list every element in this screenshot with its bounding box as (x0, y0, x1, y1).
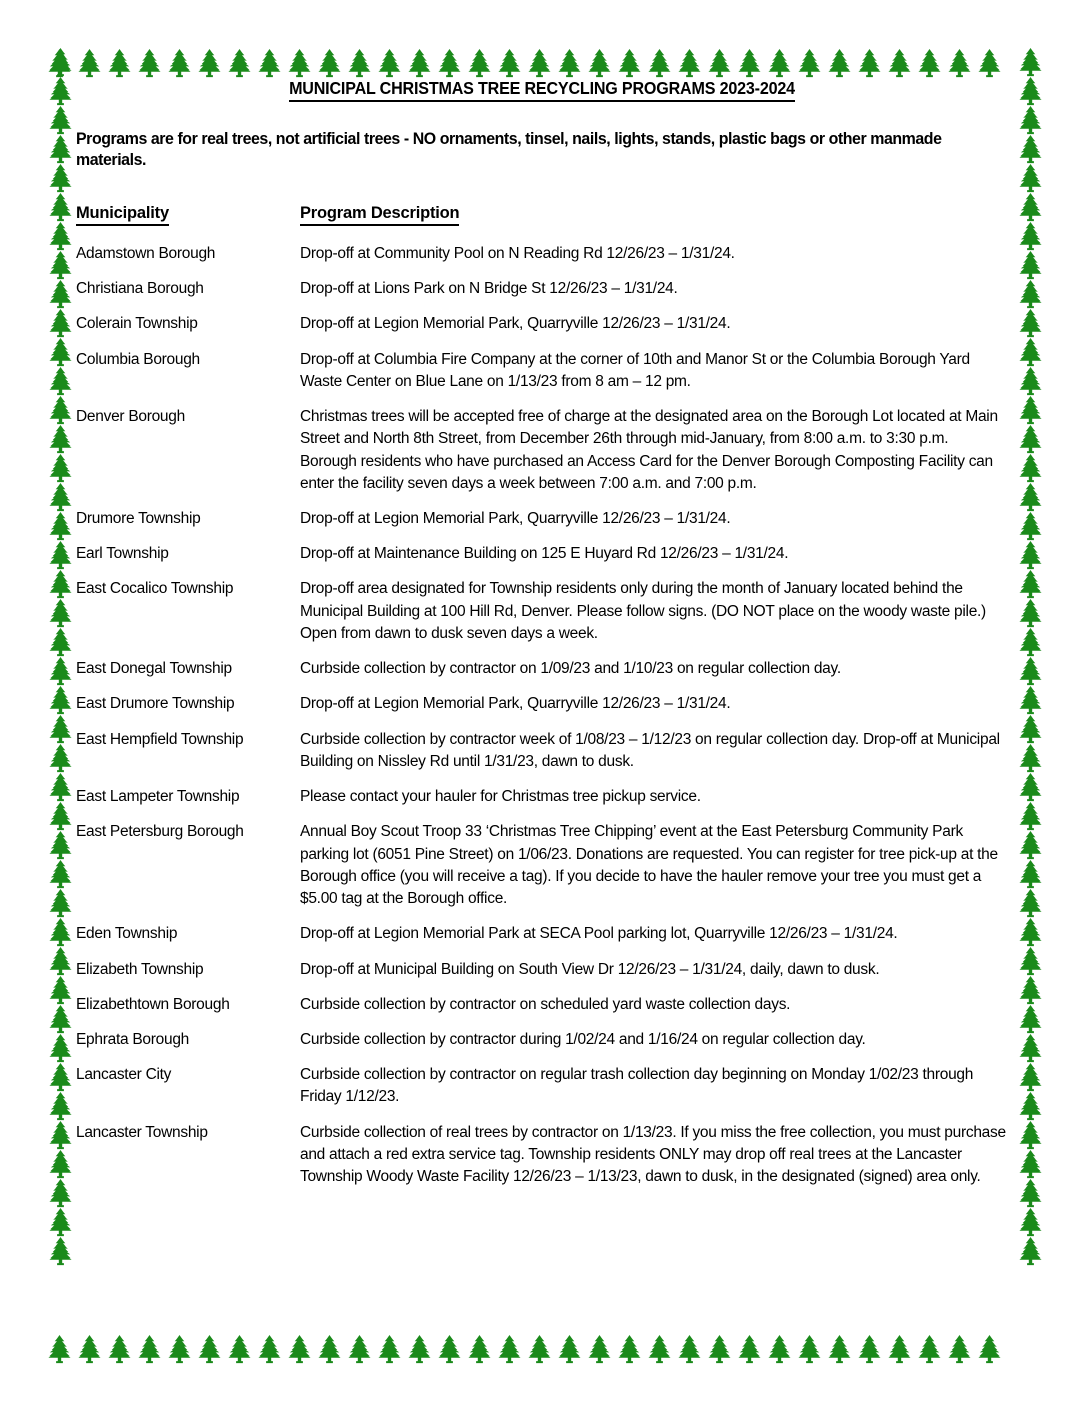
christmas-tree-icon (374, 1334, 405, 1365)
christmas-tree-icon (45, 105, 76, 136)
christmas-tree-icon (254, 48, 285, 79)
christmas-tree-icon (1015, 366, 1046, 397)
christmas-tree-icon (1015, 47, 1046, 78)
christmas-tree-icon (614, 1334, 645, 1365)
christmas-tree-icon (1015, 308, 1046, 339)
table-row (76, 278, 1008, 313)
municipality-cell: Columbia Borough (76, 350, 200, 368)
tree-border-top (44, 47, 1046, 79)
christmas-tree-icon (45, 569, 76, 600)
christmas-tree-icon (45, 221, 76, 252)
christmas-tree-icon (1015, 250, 1046, 281)
christmas-tree-icon (45, 424, 76, 455)
christmas-tree-icon (824, 1334, 855, 1365)
christmas-tree-icon (45, 859, 76, 890)
christmas-tree-icon (794, 48, 825, 79)
christmas-tree-icon (45, 134, 76, 165)
christmas-tree-icon (434, 48, 465, 79)
christmas-tree-icon (314, 48, 345, 79)
municipality-cell: East Drumore Township (76, 695, 235, 713)
christmas-tree-icon (45, 1120, 76, 1151)
christmas-tree-icon (1015, 511, 1046, 542)
municipality-cell: Elizabeth Township (76, 960, 204, 978)
christmas-tree-icon (45, 1062, 76, 1093)
christmas-tree-icon (1015, 105, 1046, 136)
christmas-tree-icon (45, 163, 76, 194)
christmas-tree-icon (1015, 192, 1046, 223)
christmas-tree-icon (584, 1334, 615, 1365)
christmas-tree-icon (854, 48, 885, 79)
header-description: Program Description (300, 204, 459, 226)
christmas-tree-icon (1015, 946, 1046, 977)
christmas-tree-icon (45, 540, 76, 571)
christmas-tree-icon (1015, 395, 1046, 426)
program-description-cell: Drop-off at Legion Memorial Park, Quarryville 12/26/23 – 1/31/24. (300, 695, 731, 713)
municipality-cell: Eden Township (76, 925, 178, 943)
christmas-tree-icon (45, 946, 76, 977)
table-row (76, 1064, 1008, 1121)
christmas-tree-icon (45, 1207, 76, 1238)
christmas-tree-icon (45, 511, 76, 542)
table-row (76, 406, 1008, 508)
header-municipality: Municipality (76, 204, 169, 226)
christmas-tree-icon (1015, 830, 1046, 861)
christmas-tree-icon (164, 1334, 195, 1365)
table-row (76, 923, 1008, 958)
christmas-tree-icon (854, 1334, 885, 1365)
christmas-tree-icon (644, 48, 675, 79)
christmas-tree-icon (45, 1178, 76, 1209)
christmas-tree-icon (914, 48, 945, 79)
municipality-cell: Lancaster City (76, 1066, 172, 1084)
christmas-tree-icon (1015, 743, 1046, 774)
christmas-tree-icon (524, 48, 555, 79)
christmas-tree-icon (764, 1334, 795, 1365)
christmas-tree-icon (524, 1334, 555, 1365)
municipality-cell: Elizabethtown Borough (76, 995, 230, 1013)
program-description-cell: Curbside collection by contractor on 1/09/23 and 1/10/23 on regular collection day. (300, 660, 841, 678)
christmas-tree-icon (1015, 685, 1046, 716)
christmas-tree-icon (284, 1334, 315, 1365)
program-description-cell: Drop-off area designated for Township residents only during the month of January located behind the Municipal Building at 100 Hill Rd, Denver. Please follow signs. (DO NOT place on the woody waste pile.) Open from dawn to dusk seven days a week. (300, 580, 986, 642)
program-description-cell: Drop-off at Legion Memorial Park, Quarryville 12/26/23 – 1/31/24. (300, 315, 731, 333)
christmas-tree-icon (194, 1334, 225, 1365)
christmas-tree-icon (45, 627, 76, 658)
christmas-tree-icon (1015, 1033, 1046, 1064)
programs-table-body (76, 243, 1008, 1202)
table-row (76, 693, 1008, 728)
christmas-tree-icon (1015, 453, 1046, 484)
christmas-tree-icon (794, 1334, 825, 1365)
christmas-tree-icon (1015, 279, 1046, 310)
christmas-tree-icon (1015, 656, 1046, 687)
program-description-cell: Drop-off at Lions Park on N Bridge St 12/26/23 – 1/31/24. (300, 280, 678, 298)
program-description-cell: Drop-off at Legion Memorial Park at SECA Pool parking lot, Quarryville 12/26/23 – 1/31/24. (300, 925, 898, 943)
christmas-tree-icon (44, 1334, 75, 1365)
christmas-tree-icon (644, 1334, 675, 1365)
program-description-cell: Curbside collection of real trees by contractor on 1/13/23. If you miss the free collection, you must purchase and attach a red extra service tag. Township residents ONLY may drop off real trees at the Lancaster Township Woody Waste Facility 12/26/23 – 1/13/23, dawn to dusk, in the designated (signed) area only. (300, 1123, 1006, 1186)
christmas-tree-icon (74, 1334, 105, 1365)
christmas-tree-icon (104, 48, 135, 79)
page-title (113, 78, 970, 102)
christmas-tree-icon (884, 48, 915, 79)
christmas-tree-icon (45, 76, 76, 107)
christmas-tree-icon (314, 1334, 345, 1365)
christmas-tree-icon (44, 48, 75, 79)
christmas-tree-icon (1015, 76, 1046, 107)
municipality-cell: Drumore Township (76, 509, 201, 527)
christmas-tree-icon (45, 685, 76, 716)
christmas-tree-icon (45, 772, 76, 803)
christmas-tree-icon (45, 279, 76, 310)
christmas-tree-icon (1015, 859, 1046, 890)
christmas-tree-icon (704, 1334, 735, 1365)
tree-border-bottom (44, 1333, 1046, 1365)
christmas-tree-icon (194, 48, 225, 79)
christmas-tree-icon (224, 48, 255, 79)
christmas-tree-icon (45, 1236, 76, 1267)
christmas-tree-icon (45, 250, 76, 281)
christmas-tree-icon (404, 1334, 435, 1365)
christmas-tree-icon (1015, 975, 1046, 1006)
municipality-cell: Ephrata Borough (76, 1030, 189, 1048)
christmas-tree-icon (1015, 221, 1046, 252)
christmas-tree-icon (254, 1334, 285, 1365)
christmas-tree-icon (434, 1334, 465, 1365)
christmas-tree-icon (1015, 134, 1046, 165)
municipality-cell: East Lampeter Township (76, 788, 240, 806)
christmas-tree-icon (1015, 163, 1046, 194)
christmas-tree-icon (45, 743, 76, 774)
table-row (76, 729, 1008, 786)
christmas-tree-icon (1015, 801, 1046, 832)
christmas-tree-icon (45, 714, 76, 745)
christmas-tree-icon (344, 1334, 375, 1365)
programs-table (76, 243, 1008, 1202)
christmas-tree-icon (464, 48, 495, 79)
christmas-tree-icon (45, 830, 76, 861)
table-row (76, 1122, 1008, 1202)
table-row (76, 821, 1008, 923)
christmas-tree-icon (674, 1334, 705, 1365)
christmas-tree-icon (45, 366, 76, 397)
christmas-tree-icon (734, 1334, 765, 1365)
table-row (76, 543, 1008, 578)
christmas-tree-icon (1015, 1120, 1046, 1151)
christmas-tree-icon (1015, 1004, 1046, 1035)
christmas-tree-icon (974, 48, 1005, 79)
table-row (76, 994, 1008, 1029)
municipality-cell: East Hempfield Township (76, 730, 244, 748)
municipality-cell: East Petersburg Borough (76, 823, 244, 841)
christmas-tree-icon (554, 1334, 585, 1365)
christmas-tree-icon (45, 888, 76, 919)
christmas-tree-icon (374, 48, 405, 79)
christmas-tree-icon (944, 48, 975, 79)
municipality-cell: Earl Township (76, 545, 169, 563)
christmas-tree-icon (584, 48, 615, 79)
table-row (76, 1029, 1008, 1064)
christmas-tree-icon (824, 48, 855, 79)
program-description-cell: Curbside collection by contractor during 1/02/24 and 1/16/24 on regular collection day. (300, 1030, 866, 1048)
christmas-tree-icon (164, 48, 195, 79)
christmas-tree-icon (45, 453, 76, 484)
table-row (76, 786, 1008, 821)
program-description-cell: Drop-off at Columbia Fire Company at the corner of 10th and Manor St or the Columbia Borough Yard Waste Center on Blue Lane on 1/13/23 from 8 am – 12 pm. (300, 350, 970, 390)
table-row (76, 578, 1008, 658)
christmas-tree-icon (45, 975, 76, 1006)
christmas-tree-icon (494, 1334, 525, 1365)
christmas-tree-icon (674, 48, 705, 79)
christmas-tree-icon (224, 1334, 255, 1365)
tree-border-right (1014, 47, 1046, 1347)
document-content (76, 78, 1008, 1201)
christmas-tree-icon (45, 47, 76, 78)
christmas-tree-icon (734, 48, 765, 79)
municipality-cell: East Donegal Township (76, 660, 232, 678)
christmas-tree-icon (464, 1334, 495, 1365)
tree-border-left (44, 47, 76, 1347)
christmas-tree-icon (1015, 1178, 1046, 1209)
christmas-tree-icon (45, 801, 76, 832)
christmas-tree-icon (1015, 1207, 1046, 1238)
christmas-tree-icon (404, 48, 435, 79)
christmas-tree-icon (1015, 714, 1046, 745)
christmas-tree-icon (764, 48, 795, 79)
christmas-tree-icon (1015, 598, 1046, 629)
christmas-tree-icon (45, 598, 76, 629)
christmas-tree-icon (45, 308, 76, 339)
christmas-tree-icon (344, 48, 375, 79)
christmas-tree-icon (1015, 540, 1046, 571)
christmas-tree-icon (45, 395, 76, 426)
table-row (76, 349, 1008, 406)
program-description-cell: Curbside collection by contractor on regular trash collection day beginning on Monday 1/02/23 through Friday 1/12/23. (300, 1066, 974, 1106)
program-description-cell: Please contact your hauler for Christmas tree pickup service. (300, 788, 701, 806)
municipality-cell: Lancaster Township (76, 1123, 208, 1141)
christmas-tree-icon (974, 1334, 1005, 1365)
program-description-cell: Annual Boy Scout Troop 33 ‘Christmas Tree Chipping’ event at the East Petersburg Community Park parking lot (6051 Pine Street) on 1/06/23. Donations are requested. You can register for tree pick-up at the Borough office (you will receive a tag). If you decide to have the hauler remove your tree you must get a $5.00 tag at the Borough office. (300, 823, 998, 908)
christmas-tree-icon (1015, 337, 1046, 368)
table-row (76, 959, 1008, 994)
christmas-tree-icon (1015, 1149, 1046, 1180)
christmas-tree-icon (704, 48, 735, 79)
christmas-tree-icon (494, 48, 525, 79)
christmas-tree-icon (45, 1149, 76, 1180)
christmas-tree-icon (1015, 627, 1046, 658)
program-description-cell: Curbside collection by contractor on scheduled yard waste collection days. (300, 995, 791, 1013)
christmas-tree-icon (45, 917, 76, 948)
christmas-tree-icon (45, 1091, 76, 1122)
program-description-cell: Christmas trees will be accepted free of charge at the designated area on the Borough Lot located at Main Street and North 8th Street, from December 26th through mid-January, from 8:00 a.m. to 3:30 p.m. Borough residents who have purchased an Access Card for the Denver Borough Composting Facility can enter the facility seven days a week between 7:00 a.m. and 7:00 p.m. (300, 408, 998, 492)
program-description-cell: Drop-off at Maintenance Building on 125 E Huyard Rd 12/26/23 – 1/31/24. (300, 545, 789, 563)
christmas-tree-icon (554, 48, 585, 79)
page-title-text: MUNICIPAL CHRISTMAS TREE RECYCLING PROGRAMS 2023-2024 (289, 78, 795, 102)
christmas-tree-icon (884, 1334, 915, 1365)
christmas-tree-icon (614, 48, 645, 79)
table-row (76, 508, 1008, 543)
table-row (76, 313, 1008, 348)
christmas-tree-icon (45, 1004, 76, 1035)
christmas-tree-icon (1015, 1062, 1046, 1093)
christmas-tree-icon (1015, 482, 1046, 513)
header-municipality-cell (76, 204, 300, 226)
christmas-tree-icon (45, 337, 76, 368)
column-headers (76, 204, 1008, 226)
christmas-tree-icon (1015, 1236, 1046, 1267)
table-row (76, 658, 1008, 693)
christmas-tree-icon (134, 48, 165, 79)
christmas-tree-icon (45, 656, 76, 687)
header-description-cell (300, 204, 1008, 226)
municipality-cell: Adamstown Borough (76, 244, 216, 262)
christmas-tree-icon (1015, 888, 1046, 919)
christmas-tree-icon (45, 192, 76, 223)
program-description-cell: Drop-off at Legion Memorial Park, Quarryville 12/26/23 – 1/31/24. (300, 509, 731, 527)
municipality-cell: Colerain Township (76, 315, 198, 333)
program-description-cell: Drop-off at Community Pool on N Reading Rd 12/26/23 – 1/31/24. (300, 244, 735, 262)
christmas-tree-icon (1015, 569, 1046, 600)
christmas-tree-icon (914, 1334, 945, 1365)
christmas-tree-icon (944, 1334, 975, 1365)
christmas-tree-icon (1015, 1091, 1046, 1122)
christmas-tree-icon (74, 48, 105, 79)
program-description-cell: Curbside collection by contractor week of 1/08/23 – 1/12/23 on regular collection day. Drop-off at Municipal Building on Nissley Rd until 1/31/23, dawn to dusk. (300, 730, 1000, 770)
table-row (76, 243, 1008, 278)
municipality-cell: Denver Borough (76, 408, 185, 426)
christmas-tree-icon (45, 482, 76, 513)
intro-paragraph: Programs are for real trees, not artificial trees - NO ornaments, tinsel, nails, lights, stands, plastic bags or other manmade materials. (76, 130, 942, 170)
municipality-cell: Christiana Borough (76, 280, 204, 298)
christmas-tree-icon (284, 48, 315, 79)
christmas-tree-icon (45, 1033, 76, 1064)
christmas-tree-icon (1015, 424, 1046, 455)
christmas-tree-icon (1015, 917, 1046, 948)
program-description-cell: Drop-off at Municipal Building on South View Dr 12/26/23 – 1/31/24, daily, dawn to dusk. (300, 960, 880, 978)
christmas-tree-icon (134, 1334, 165, 1365)
christmas-tree-icon (104, 1334, 135, 1365)
municipality-cell: East Cocalico Township (76, 580, 234, 598)
christmas-tree-icon (1015, 772, 1046, 803)
